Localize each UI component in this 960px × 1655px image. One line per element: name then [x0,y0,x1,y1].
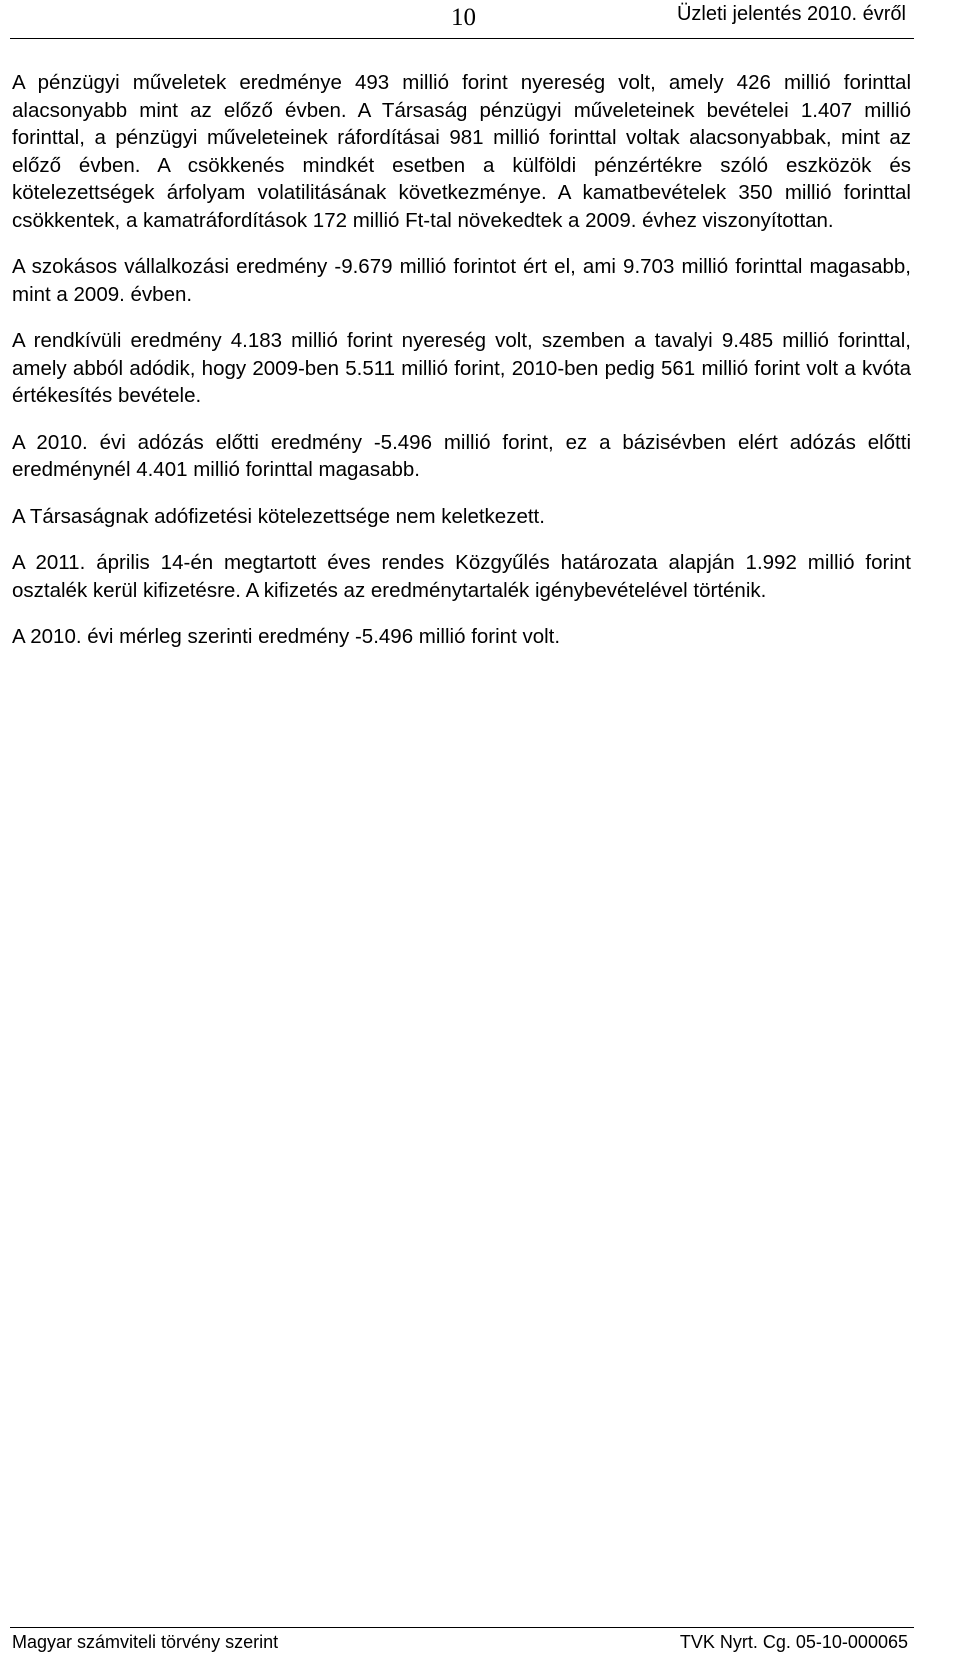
page-header [10,0,914,39]
paragraph-extraordinary-result: A rendkívüli eredmény 4.183 millió forint nyereség volt, szemben a tavalyi 9.485 millió forinttal, amely abból adódik, hogy 2009-ben 5.511 millió forint, 2010-ben pedig 561 millió forint volt a kvóta értékesítés bevétele. [12,329,911,407]
document-title: Üzleti jelentés 2010. évről [676,3,906,25]
paragraph-dividend: A 2011. április 14-én megtartott éves rendes Közgyűlés határozata alapján 1.992 millió forint osztalék kerül kifizetésre. A kifizetés az eredménytartalék igénybevételével történik. [12,551,911,602]
paragraph-financial-operations: A pénzügyi műveletek eredménye 493 millió forint nyereség volt, amely 426 millió forinttal alacsonyabb mint az előző évben. A Társaság pénzügyi műveleteinek bevételei 1.407 millió forinttal, a pénzügyi műveleteinek ráfordításai 981 millió forinttal voltak alacsonyabbak, mint az előző évben. A csökkenés mindkét esetben a külföldi pénzértékre szóló eszközök és kötelezettségek árfolyam volatilitásának következménye. A kamatbevételek 350 millió forinttal csökkentek, a kamatráfordítások 172 millió Ft-tal növekedtek a 2009. évhez viszonyítottan. [12,71,911,232]
page-number: 10 [451,4,476,31]
paragraph-pretax-result: A 2010. évi adózás előtti eredmény -5.496 millió forint, ez a bázisévben elért adózás előtti eredménynél 4.401 millió forinttal magasabb. [12,430,911,481]
paragraph-balance-sheet-result: A 2010. évi mérleg szerinti eredmény -5.496 millió forint volt. [12,625,561,648]
footer-accounting-standard: Magyar számviteli törvény szerint [12,1632,279,1652]
page-footer [10,1627,914,1652]
report-body [12,69,911,670]
paragraph-business-result: A szokásos vállalkozási eredmény -9.679 millió forintot ért el, ami 9.703 millió forinttal magasabb, mint a 2009. évben. [12,255,911,306]
paragraph-tax-liability: A Társaságnak adófizetési kötelezettsége nem keletkezett. [12,504,545,528]
footer-company-registration: TVK Nyrt. Cg. 05-10-000065 [679,1632,908,1652]
